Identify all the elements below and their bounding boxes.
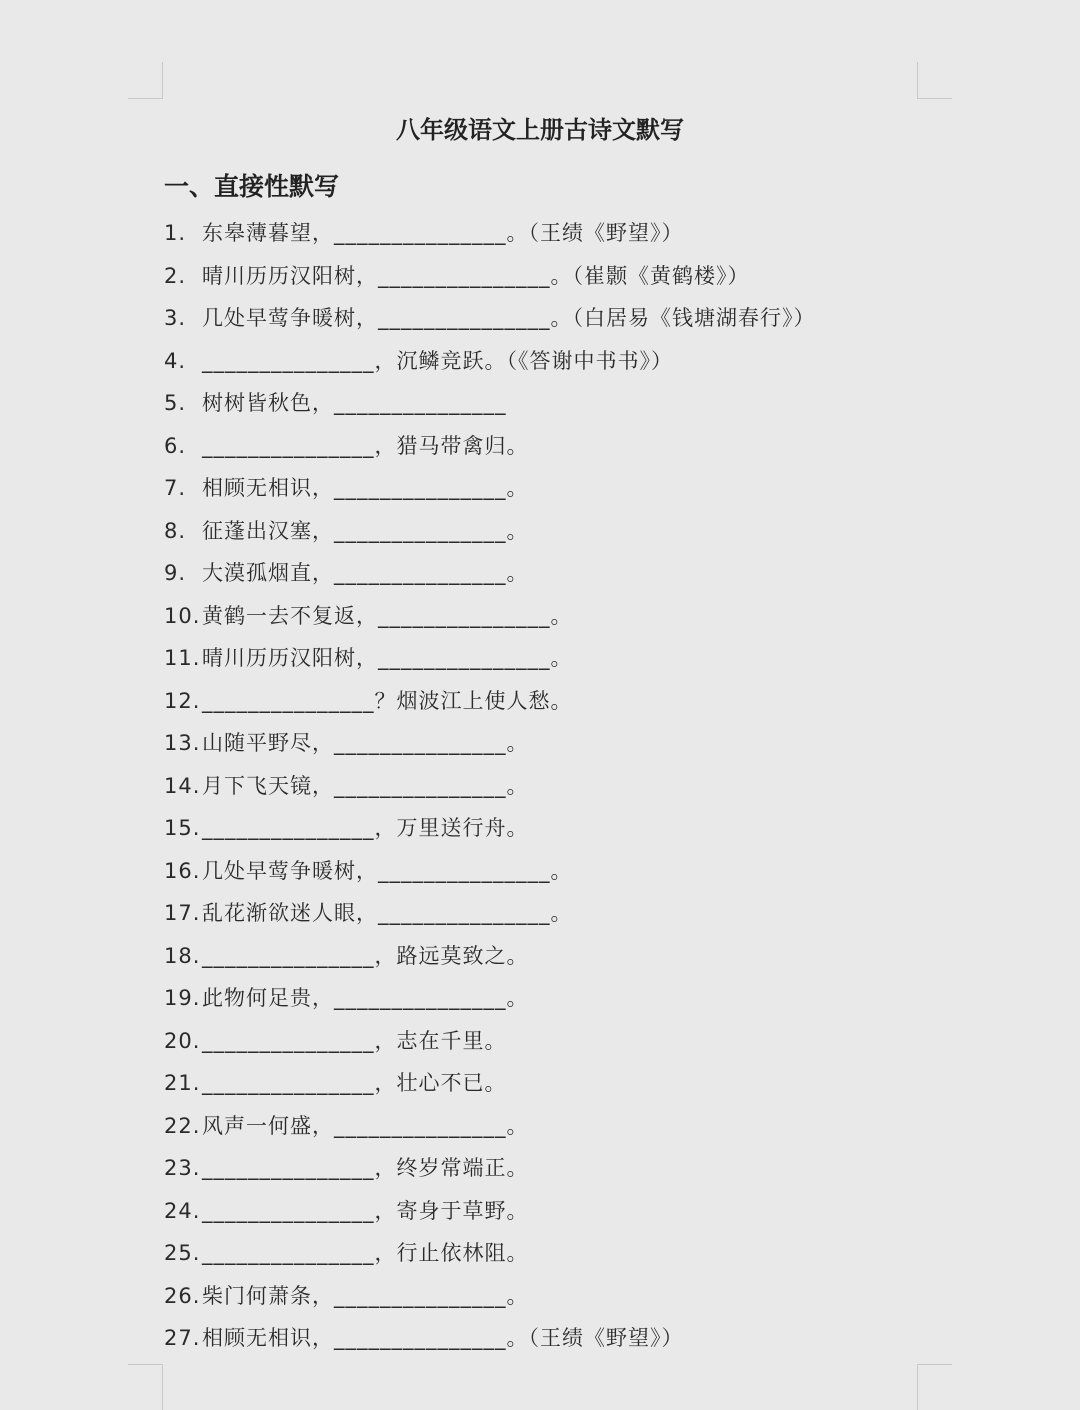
item-text: 相顾无相识，_______________。（王绩《野望》） (202, 1326, 684, 1350)
item-number: 20. (164, 1028, 201, 1053)
item-number: 9. (164, 561, 187, 585)
item-number: 14. (164, 773, 201, 798)
item-text: _______________，寄身于草野。 (202, 1198, 529, 1223)
list-item (164, 1020, 924, 1063)
list-item (164, 552, 924, 595)
item-number: 2. (164, 263, 187, 288)
item-text: 乱花渐欲迷人眼，_______________。 (202, 901, 573, 925)
item-number: 17. (164, 901, 201, 925)
question-list (164, 212, 924, 1360)
list-item (164, 510, 924, 553)
list-item (164, 765, 924, 808)
item-number: 25. (164, 1241, 201, 1265)
item-number: 1. (164, 221, 187, 245)
item-number: 16. (164, 858, 201, 883)
item-number: 13. (164, 731, 201, 755)
crop-mark-top-left (128, 62, 163, 99)
item-text: 树树皆秋色，_______________ (202, 391, 507, 415)
item-number: 10. (164, 603, 201, 628)
list-item (164, 382, 924, 425)
item-text: _______________，行止依林阻。 (202, 1241, 529, 1265)
list-item (164, 680, 924, 723)
section-heading: 一、直接性默写 (164, 172, 340, 201)
item-number: 22. (164, 1113, 201, 1138)
item-text: 此物何足贵，_______________。 (202, 986, 529, 1010)
item-text: _______________，终岁常端正。 (202, 1156, 529, 1180)
item-text: _______________，猎马带禽归。 (202, 433, 529, 458)
item-text: 月下飞天镜，_______________。 (202, 773, 529, 798)
item-text: 黄鹤一去不复返，_______________。 (202, 603, 573, 628)
item-text: 晴川历历汉阳树，_______________。（崔颢《黄鹤楼》） (202, 263, 750, 288)
item-number: 4. (164, 348, 187, 373)
list-item (164, 1147, 924, 1190)
item-number: 11. (164, 646, 201, 670)
item-number: 12. (164, 688, 201, 713)
item-number: 7. (164, 476, 187, 500)
item-text: 风声一何盛，_______________。 (202, 1113, 529, 1138)
item-number: 6. (164, 433, 187, 458)
item-text: 征蓬出汉塞，_______________。 (202, 518, 529, 543)
list-item (164, 637, 924, 680)
list-item (164, 595, 924, 638)
item-number: 21. (164, 1071, 201, 1095)
list-item (164, 977, 924, 1020)
item-number: 24. (164, 1198, 201, 1223)
item-text: _______________，沉鳞竞跃。（《答谢中书书》） (202, 348, 673, 373)
list-item (164, 1232, 924, 1275)
crop-mark-top-right (917, 62, 952, 99)
item-text: 几处早莺争暖树，_______________。（白居易《钱塘湖春行》） (202, 306, 816, 330)
list-item (164, 1317, 924, 1360)
item-text: 东皋薄暮望，_______________。（王绩《野望》） (202, 221, 684, 245)
list-item (164, 935, 924, 978)
list-item (164, 1105, 924, 1148)
list-item (164, 297, 924, 340)
item-text: 几处早莺争暖树，_______________。 (202, 858, 573, 883)
item-number: 26. (164, 1283, 201, 1308)
item-number: 27. (164, 1326, 201, 1350)
item-text: 晴川历历汉阳树，_______________。 (202, 646, 573, 670)
list-item (164, 722, 924, 765)
list-item (164, 892, 924, 935)
item-number: 5. (164, 391, 187, 415)
item-text: _______________，路远莫致之。 (202, 943, 529, 968)
item-number: 3. (164, 306, 187, 330)
item-text: 山随平野尽，_______________。 (202, 731, 529, 755)
item-number: 8. (164, 518, 187, 543)
item-text: _______________，壮心不已。 (202, 1071, 507, 1095)
list-item (164, 850, 924, 893)
item-text: 大漠孤烟直，_______________。 (202, 561, 529, 585)
list-item (164, 1275, 924, 1318)
list-item (164, 1062, 924, 1105)
item-text: _______________，万里送行舟。 (202, 816, 529, 840)
item-text: _______________？烟波江上使人愁。 (202, 688, 573, 713)
item-text: 相顾无相识，_______________。 (202, 476, 529, 500)
list-item (164, 212, 924, 255)
list-item (164, 425, 924, 468)
crop-mark-bottom-left (128, 1364, 163, 1410)
page-title: 八年级语文上册古诗文默写 (396, 116, 684, 144)
item-number: 15. (164, 816, 201, 840)
item-number: 18. (164, 943, 201, 968)
list-item (164, 467, 924, 510)
item-number: 19. (164, 986, 201, 1010)
list-item (164, 807, 924, 850)
list-item (164, 1190, 924, 1233)
list-item (164, 255, 924, 298)
item-text: _______________，志在千里。 (202, 1028, 507, 1053)
item-number: 23. (164, 1156, 201, 1180)
list-item (164, 340, 924, 383)
item-text: 柴门何萧条，_______________。 (202, 1283, 529, 1308)
crop-mark-bottom-right (917, 1364, 952, 1410)
